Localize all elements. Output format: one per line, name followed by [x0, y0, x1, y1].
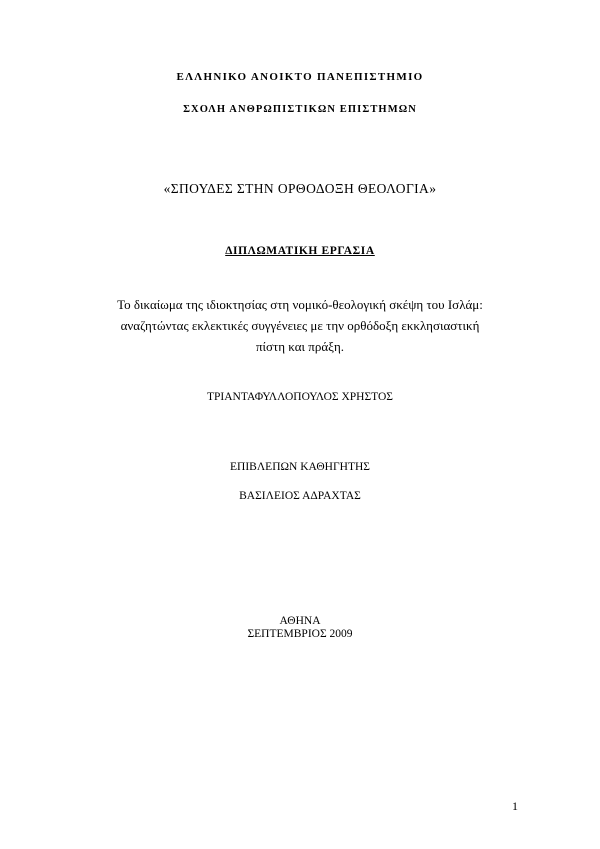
school-name: ΣΧΟΛΗ ΑΝΘΡΩΠΙΣΤΙΚΩΝ ΕΠΙΣΤΗΜΩΝ: [183, 104, 417, 115]
university-name: ΕΛΛΗΝΙΚΟ ΑΝΟΙΚΤΟ ΠΑΝΕΠΙΣΤΗΜΙΟ: [176, 71, 424, 83]
thesis-label: ΔΙΠΛΩΜΑΤΙΚΗ ΕΡΓΑΣΙΑ: [225, 245, 375, 257]
program-name: «ΣΠΟΥΔΕΣ ΣΤΗΝ ΟΡΘΟΔΟΞΗ ΘΕΟΛΟΓΙΑ»: [163, 181, 437, 196]
thesis-title-line: πίστη και πράξη.: [255, 339, 345, 354]
thesis-title-line: αναζητώντας εκλεκτικές συγγένειες με την ορθόδοξη εκκλησιαστική: [120, 318, 480, 333]
thesis-title: [60, 294, 540, 357]
thesis-title-line: Το δικαίωμα της ιδιοκτησίας στη νομικό-θεολογική σκέψη του Ισλάμ:: [117, 297, 483, 312]
city-name: ΑΘΗΝΑ: [279, 615, 321, 627]
supervisor-label: ΕΠΙΒΛΕΠΩΝ ΚΑΘΗΓΗΤΗΣ: [230, 461, 370, 473]
page-number: 1: [512, 799, 518, 813]
supervisor-name: ΒΑΣΙΛΕΙΟΣ ΑΔΡΑΧΤΑΣ: [239, 490, 361, 502]
submission-date: ΣΕΠΤΕΜΒΡΙΟΣ 2009: [247, 628, 353, 640]
author-name: ΤΡΙΑΝΤΑΦΥΛΛΟΠΟΥΛΟΣ ΧΡΗΣΤΟΣ: [207, 391, 393, 403]
